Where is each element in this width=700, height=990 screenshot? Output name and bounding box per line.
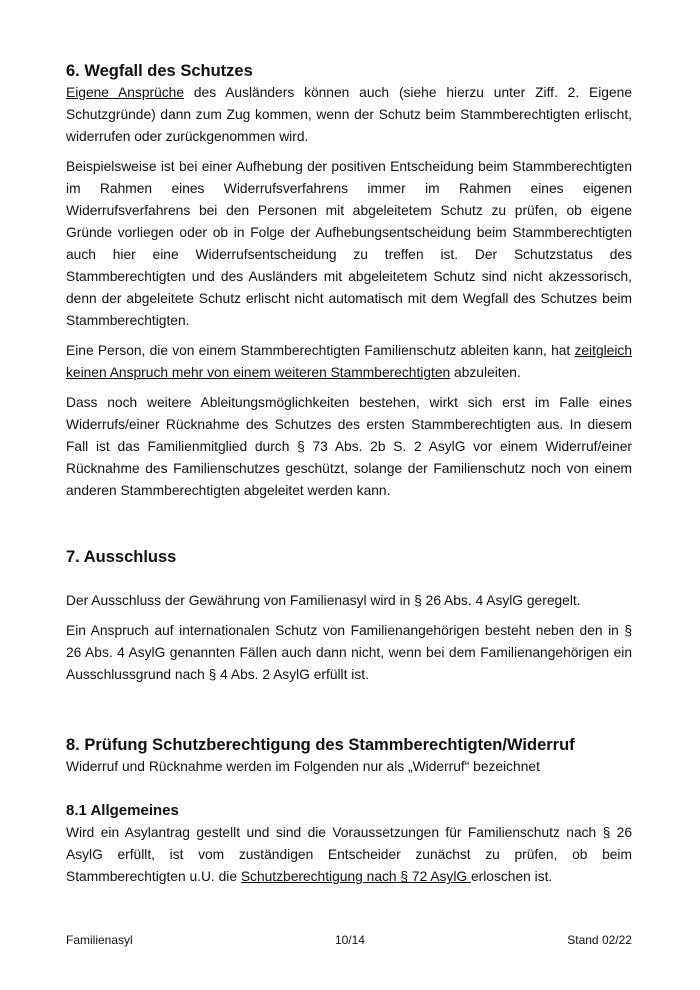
section-7-paragraph-1: Der Ausschluss der Gewährung von Familienasyl wird in § 26 Abs. 4 AsylG geregelt. [66,593,581,608]
section-8-1-paragraph-1: Wird ein Asylantrag gestellt und sind die Voraussetzungen für Familienschutz nach § 26 AsylG erfüllt, ist vom zuständigen Entscheider zunächst zu prüfen, ob beim Stammberechtigten u.U. die Schutzberechtigung nach § 72 AsylG erloschen ist. [66,825,632,884]
footer-version: Stand 02/22 [567,933,632,947]
section-6-paragraph-3: Eine Person, die von einem Stammberechtigten Familienschutz ableiten kann, hat zeitgleich keinen Anspruch mehr von einem weiteren Stammberechtigten abzuleiten. [66,343,632,380]
footer-title: Familienasyl [66,933,133,947]
section-6-paragraph-2: Beispielsweise ist bei einer Aufhebung der positiven Entscheidung beim Stammberechtigten im Rahmen eines Widerrufsverfahrens immer im Rahmen eines eigenen Widerrufsverfahrens bei den Personen mit abgeleitetem Schutz zu prüfen, ob eigene Gründe vorliegen oder ob in Folge der Aufhebungsentscheidung beim Stammberechtigten auch hier eine Widerrufsentscheidung zu treffen ist. Der Schutzstatus des Stammberechtigten und des Ausländers mit abgeleitetem Schutz sind nicht akzessorisch, denn der abgeleitete Schutz erlischt nicht automatisch mit dem Wegfall des Schutzes beim Stammberechtigten. [66,159,632,328]
section-8-subtitle: Widerruf und Rücknahme werden im Folgenden nur als „Widerruf“ bezeichnet [66,759,540,774]
section-6-paragraph-4: Dass noch weitere Ableitungsmöglichkeiten bestehen, wirkt sich erst im Falle eines Widerrufs/einer Rücknahme des Schutzes des ersten Stammberechtigten aus. In diesem Fall ist das Familienmitglied durch § 73 Abs. 2b S. 2 AsylG vor einem Widerruf/einer Rücknahme des Familienschutzes geschützt, solange der Familienschutz noch von einem anderen Stammberechtigten abgeleitet werden kann. [66,395,632,498]
document-page [66,60,632,888]
section-7-paragraph-2: Ein Anspruch auf internationalen Schutz von Familienangehörigen besteht neben den in § 26 Abs. 4 AsylG genannten Fällen auch dann nicht, wenn bei dem Familienangehörigen ein Ausschlussgrund nach § 4 Abs. 2 AsylG erfüllt ist. [66,623,632,682]
section-6-paragraph-1: Eigene Ansprüche des Ausländers können auch (siehe hierzu unter Ziff. 2. Eigene Schutzgründe) dann zum Zug kommen, wenn der Schutz beim Stammberechtigten erlischt, widerrufen oder zurückgenommen wird. [66,85,632,144]
page-number: 10/14 [334,933,365,947]
underlined-text: zeitgleich keinen Anspruch mehr von einem weiteren Stammberechtigten [66,343,632,380]
underlined-text: Schutzberechtigung nach § 72 AsylG [240,869,471,884]
section-7-heading: 7. Ausschluss [66,548,177,566]
section-6-heading: 6. Wegfall des Schutzes [66,62,253,80]
underlined-text: Eigene Ansprüche [66,85,185,100]
page-footer [66,933,632,947]
section-8-heading: 8. Prüfung Schutzberechtigung des Stammberechtigten/Widerruf [66,736,575,754]
section-8-1-heading: 8.1 Allgemeines [66,802,179,819]
